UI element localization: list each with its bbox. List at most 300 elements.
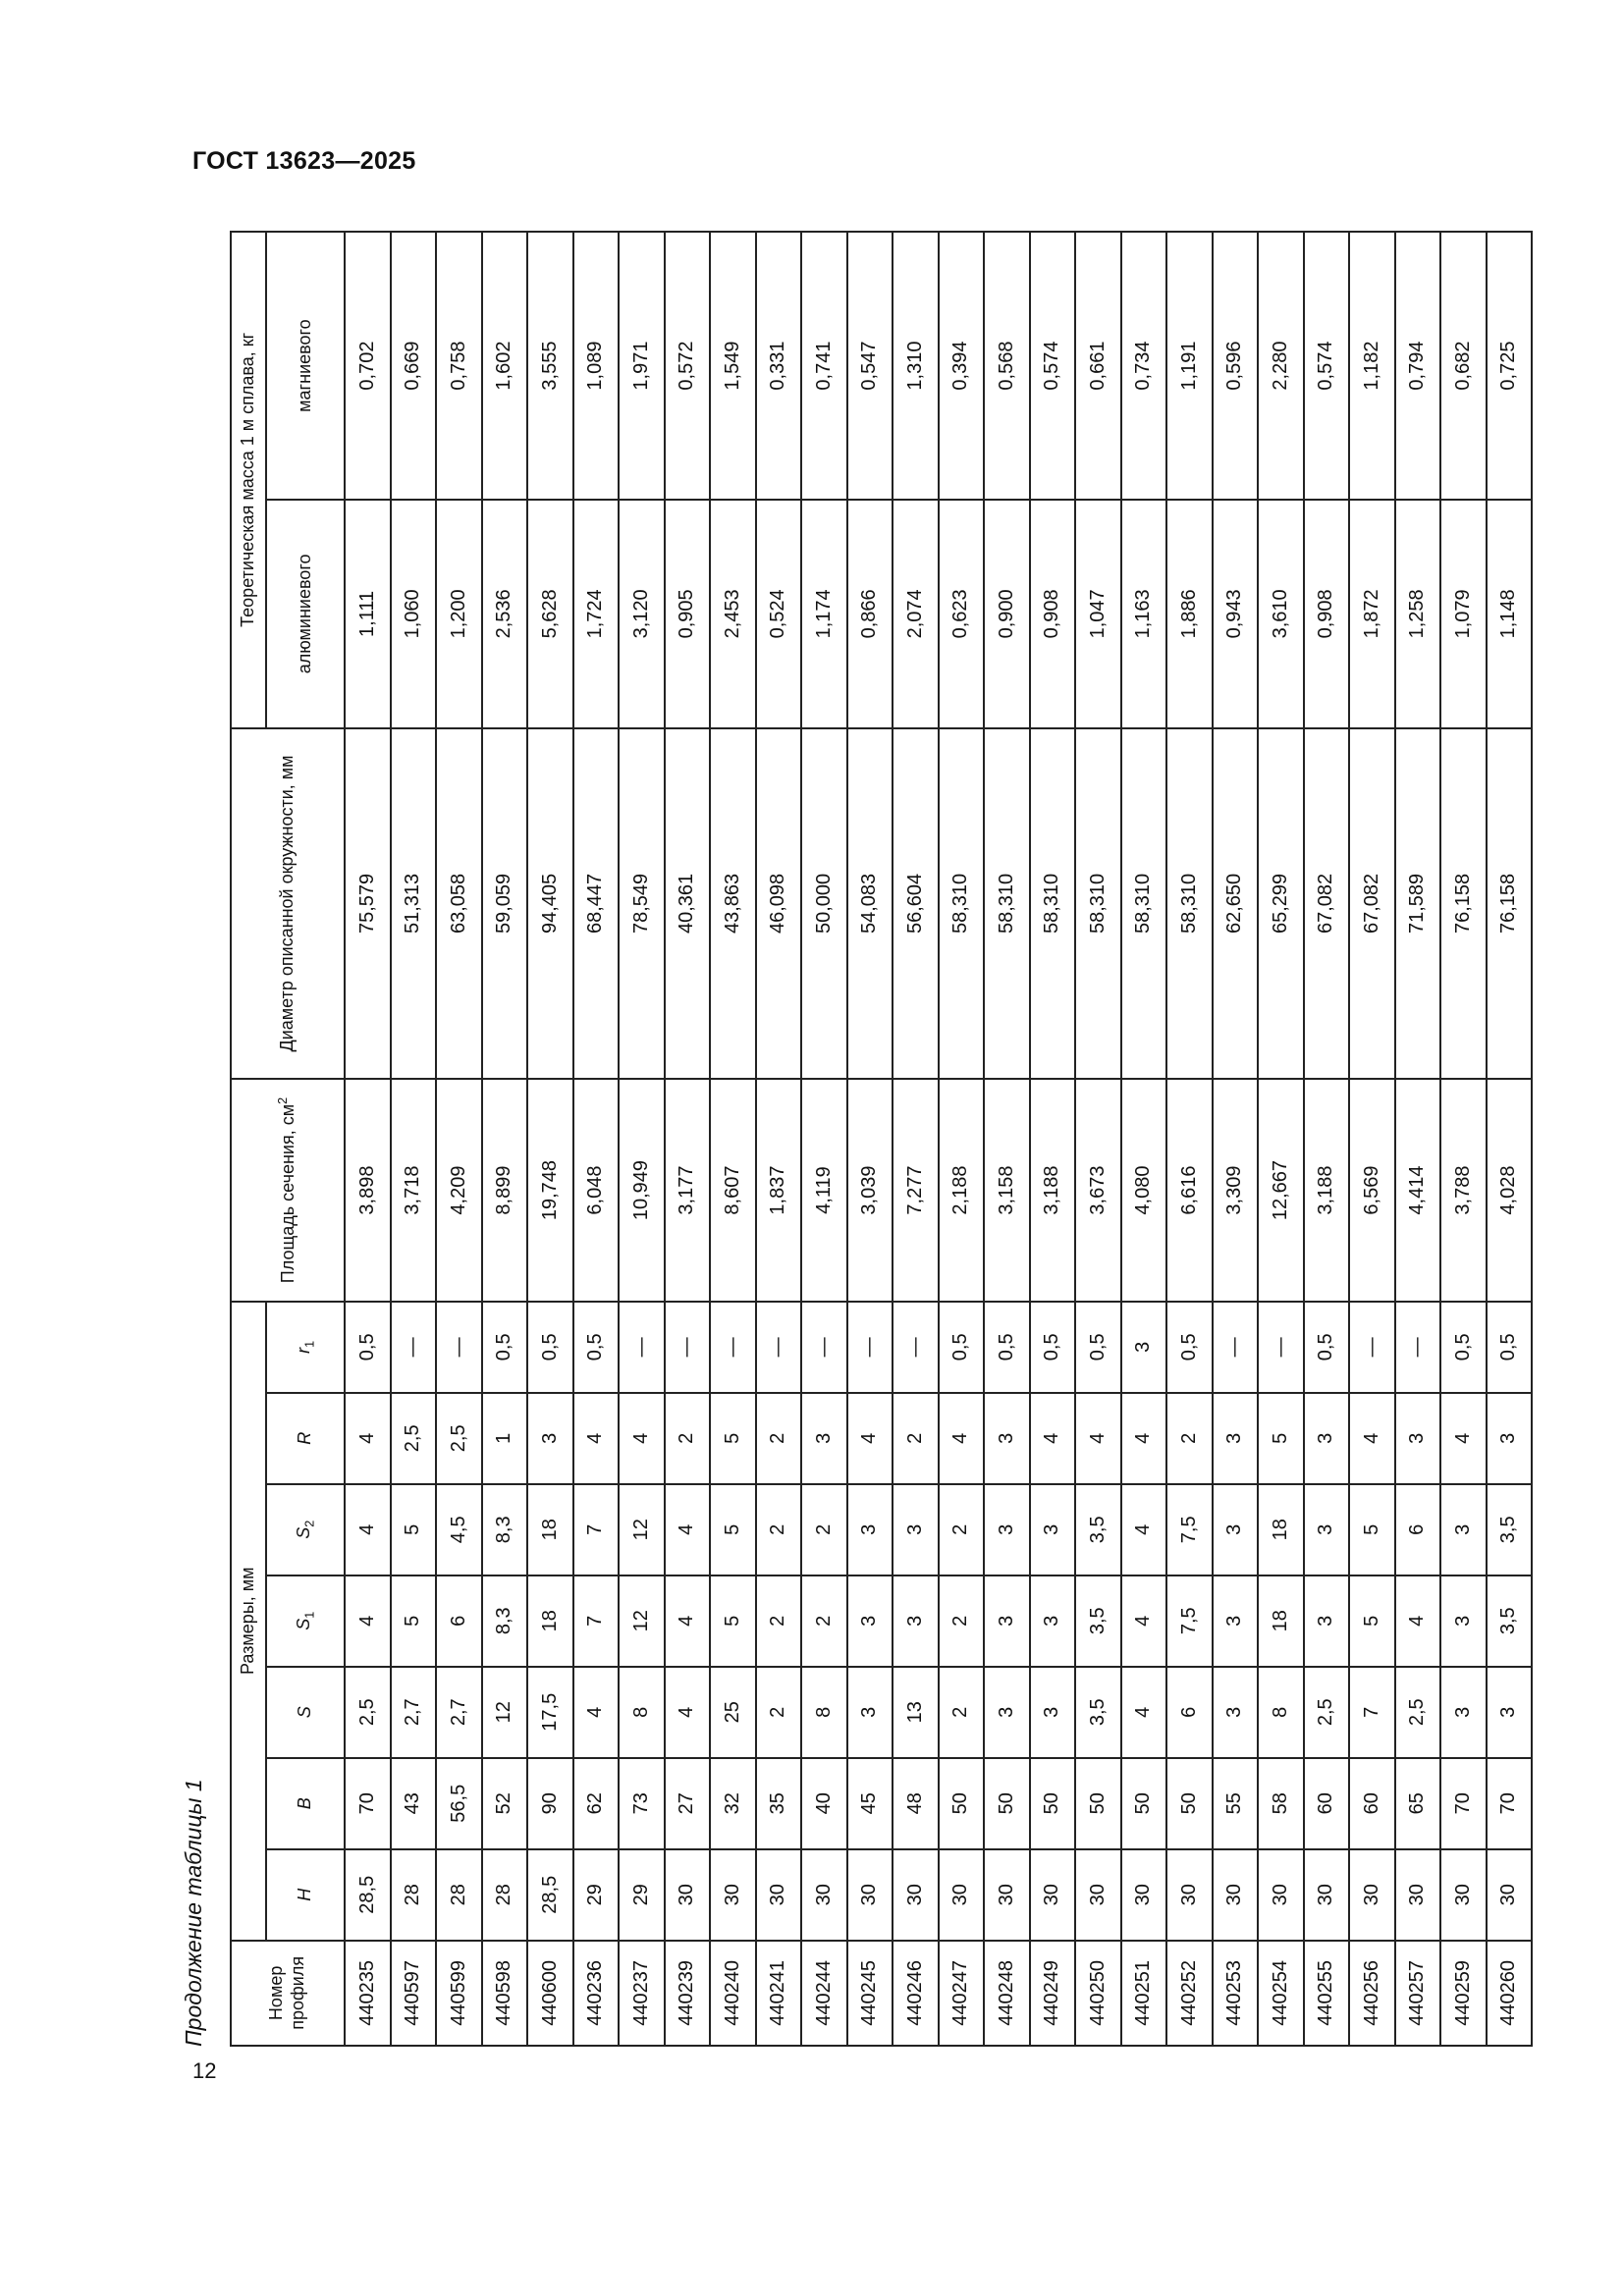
cell-mass-magnesium: 0,741 xyxy=(801,232,847,500)
cell-mass-magnesium: 0,669 xyxy=(391,232,437,500)
cell-mass-magnesium: 0,331 xyxy=(756,232,802,500)
cell-r: 3 xyxy=(984,1393,1030,1484)
cell-r1: — xyxy=(665,1302,711,1393)
cell-area: 12,667 xyxy=(1258,1079,1304,1302)
cell-diameter: 51,313 xyxy=(391,728,437,1080)
header-dimensions: Размеры, мм xyxy=(231,1302,266,1941)
cell-r1: 0,5 xyxy=(1487,1302,1533,1393)
cell-r: 2 xyxy=(1166,1393,1213,1484)
cell-r1: 0,5 xyxy=(1030,1302,1076,1393)
cell-r: 4 xyxy=(345,1393,391,1484)
cell-area: 4,414 xyxy=(1395,1079,1441,1302)
table-row xyxy=(1121,232,1167,2046)
cell-r: 2 xyxy=(756,1393,802,1484)
cell-r1: 3 xyxy=(1121,1302,1167,1393)
cell-h: 30 xyxy=(710,1849,756,1941)
cell-s1: 18 xyxy=(1258,1575,1304,1667)
cell-r: 5 xyxy=(1258,1393,1304,1484)
cell-r: 4 xyxy=(573,1393,620,1484)
cell-s2: 3 xyxy=(1213,1484,1259,1575)
cell-s: 2,7 xyxy=(391,1667,437,1758)
table-row xyxy=(482,232,528,2046)
cell-diameter: 40,361 xyxy=(665,728,711,1080)
cell-r1: — xyxy=(619,1302,665,1393)
cell-h: 30 xyxy=(1121,1849,1167,1941)
cell-area: 10,949 xyxy=(619,1079,665,1302)
cell-s1: 4 xyxy=(345,1575,391,1667)
cell-h: 30 xyxy=(1075,1849,1121,1941)
cell-profile-number: 440598 xyxy=(482,1941,528,2046)
table-body xyxy=(345,232,1532,2046)
cell-profile-number: 440235 xyxy=(345,1941,391,2046)
cell-s2: 3 xyxy=(1030,1484,1076,1575)
cell-s1: 3 xyxy=(1304,1575,1350,1667)
cell-b: 90 xyxy=(527,1758,573,1849)
cell-b: 56,5 xyxy=(436,1758,482,1849)
cell-s1: 8,3 xyxy=(482,1575,528,1667)
cell-mass-magnesium: 0,682 xyxy=(1440,232,1487,500)
cell-s: 3 xyxy=(984,1667,1030,1758)
cell-profile-number: 440246 xyxy=(893,1941,939,2046)
table-row xyxy=(756,232,802,2046)
cell-s2: 18 xyxy=(527,1484,573,1575)
header-S1 xyxy=(266,1575,345,1667)
table-row xyxy=(1395,232,1441,2046)
cell-profile-number: 440249 xyxy=(1030,1941,1076,2046)
cell-b: 65 xyxy=(1395,1758,1441,1849)
table-row xyxy=(665,232,711,2046)
cell-mass-magnesium: 0,574 xyxy=(1030,232,1076,500)
cell-profile-number: 440251 xyxy=(1121,1941,1167,2046)
cell-profile-number: 440253 xyxy=(1213,1941,1259,2046)
cell-mass-aluminum: 0,908 xyxy=(1304,500,1350,727)
table-row xyxy=(527,232,573,2046)
cell-diameter: 58,310 xyxy=(939,728,985,1080)
cell-mass-magnesium: 0,568 xyxy=(984,232,1030,500)
cell-s2: 4 xyxy=(345,1484,391,1575)
cell-mass-aluminum: 2,074 xyxy=(893,500,939,727)
cell-s1: 2 xyxy=(756,1575,802,1667)
cell-b: 40 xyxy=(801,1758,847,1849)
cell-mass-magnesium: 1,089 xyxy=(573,232,620,500)
cell-h: 30 xyxy=(1030,1849,1076,1941)
cell-diameter: 54,083 xyxy=(847,728,893,1080)
cell-r1: 0,5 xyxy=(939,1302,985,1393)
cell-r1: — xyxy=(1213,1302,1259,1393)
cell-mass-magnesium: 2,280 xyxy=(1258,232,1304,500)
cell-area: 1,837 xyxy=(756,1079,802,1302)
cell-b: 58 xyxy=(1258,1758,1304,1849)
cell-area: 3,673 xyxy=(1075,1079,1121,1302)
cell-mass-aluminum: 0,866 xyxy=(847,500,893,727)
cell-s: 3 xyxy=(1030,1667,1076,1758)
cell-s: 8 xyxy=(801,1667,847,1758)
cell-mass-magnesium: 0,758 xyxy=(436,232,482,500)
cell-h: 30 xyxy=(756,1849,802,1941)
cell-r: 3 xyxy=(527,1393,573,1484)
cell-s2: 5 xyxy=(391,1484,437,1575)
cell-mass-aluminum: 3,120 xyxy=(619,500,665,727)
cell-s1: 3 xyxy=(1440,1575,1487,1667)
header-S: S xyxy=(266,1667,345,1758)
cell-mass-magnesium: 1,549 xyxy=(710,232,756,500)
cell-b: 60 xyxy=(1349,1758,1395,1849)
standard-designation: ГОСТ 13623—2025 xyxy=(192,147,416,175)
cell-r: 3 xyxy=(1213,1393,1259,1484)
cell-s2: 3 xyxy=(984,1484,1030,1575)
cell-s: 3 xyxy=(1440,1667,1487,1758)
cell-b: 48 xyxy=(893,1758,939,1849)
cell-area: 6,569 xyxy=(1349,1079,1395,1302)
cell-b: 55 xyxy=(1213,1758,1259,1849)
cell-r: 2,5 xyxy=(436,1393,482,1484)
cell-s2: 7 xyxy=(573,1484,620,1575)
cell-diameter: 76,158 xyxy=(1487,728,1533,1080)
cell-area: 3,788 xyxy=(1440,1079,1487,1302)
header-aluminum: алюминиевого xyxy=(266,500,345,727)
cell-mass-magnesium: 1,971 xyxy=(619,232,665,500)
cell-r: 4 xyxy=(1075,1393,1121,1484)
cell-s: 2,5 xyxy=(1304,1667,1350,1758)
cell-s2: 3 xyxy=(893,1484,939,1575)
cell-s: 4 xyxy=(573,1667,620,1758)
cell-s2: 3,5 xyxy=(1075,1484,1121,1575)
cell-r: 3 xyxy=(1304,1393,1350,1484)
cell-mass-magnesium: 0,725 xyxy=(1487,232,1533,500)
cell-r1: 0,5 xyxy=(1440,1302,1487,1393)
cell-s: 4 xyxy=(1121,1667,1167,1758)
cell-b: 43 xyxy=(391,1758,437,1849)
cell-s2: 7,5 xyxy=(1166,1484,1213,1575)
table-row xyxy=(1258,232,1304,2046)
cell-diameter: 71,589 xyxy=(1395,728,1441,1080)
cell-mass-aluminum: 2,453 xyxy=(710,500,756,727)
cell-s: 25 xyxy=(710,1667,756,1758)
cell-profile-number: 440252 xyxy=(1166,1941,1213,2046)
header-section-area-sup: 2 xyxy=(276,1096,291,1104)
table-row xyxy=(893,232,939,2046)
cell-mass-magnesium: 0,661 xyxy=(1075,232,1121,500)
cell-area: 8,607 xyxy=(710,1079,756,1302)
cell-mass-aluminum: 0,943 xyxy=(1213,500,1259,727)
cell-s1: 3 xyxy=(1030,1575,1076,1667)
cell-profile-number: 440240 xyxy=(710,1941,756,2046)
cell-s: 6 xyxy=(1166,1667,1213,1758)
cell-b: 50 xyxy=(1121,1758,1167,1849)
cell-diameter: 43,863 xyxy=(710,728,756,1080)
header-r1-sub: 1 xyxy=(302,1340,317,1348)
cell-mass-aluminum: 1,886 xyxy=(1166,500,1213,727)
cell-b: 32 xyxy=(710,1758,756,1849)
cell-h: 29 xyxy=(573,1849,620,1941)
cell-h: 30 xyxy=(665,1849,711,1941)
table-row xyxy=(710,232,756,2046)
cell-diameter: 63,058 xyxy=(436,728,482,1080)
cell-s1: 5 xyxy=(391,1575,437,1667)
cell-s2: 3 xyxy=(1440,1484,1487,1575)
header-section-area-text: Площадь сечения, см xyxy=(278,1103,298,1284)
cell-mass-aluminum: 1,258 xyxy=(1395,500,1441,727)
cell-s: 2,5 xyxy=(1395,1667,1441,1758)
cell-profile-number: 440255 xyxy=(1304,1941,1350,2046)
cell-profile-number: 440239 xyxy=(665,1941,711,2046)
cell-h: 30 xyxy=(801,1849,847,1941)
cell-profile-number: 440597 xyxy=(391,1941,437,2046)
cell-s1: 3 xyxy=(1213,1575,1259,1667)
cell-r1: — xyxy=(436,1302,482,1393)
cell-h: 30 xyxy=(1258,1849,1304,1941)
cell-r: 3 xyxy=(1395,1393,1441,1484)
cell-s1: 5 xyxy=(710,1575,756,1667)
cell-diameter: 50,000 xyxy=(801,728,847,1080)
cell-mass-aluminum: 3,610 xyxy=(1258,500,1304,727)
table-row xyxy=(345,232,391,2046)
cell-s: 7 xyxy=(1349,1667,1395,1758)
cell-s2: 5 xyxy=(1349,1484,1395,1575)
header-B: B xyxy=(266,1758,345,1849)
cell-profile-number: 440244 xyxy=(801,1941,847,2046)
cell-b: 50 xyxy=(1166,1758,1213,1849)
cell-b: 50 xyxy=(984,1758,1030,1849)
cell-mass-aluminum: 0,900 xyxy=(984,500,1030,727)
cell-s1: 18 xyxy=(527,1575,573,1667)
cell-profile-number: 440600 xyxy=(527,1941,573,2046)
cell-profile-number: 440599 xyxy=(436,1941,482,2046)
cell-mass-magnesium: 0,547 xyxy=(847,232,893,500)
cell-r1: 0,5 xyxy=(1304,1302,1350,1393)
cell-s1: 7 xyxy=(573,1575,620,1667)
cell-mass-aluminum: 1,174 xyxy=(801,500,847,727)
cell-h: 28,5 xyxy=(527,1849,573,1941)
cell-profile-number: 440254 xyxy=(1258,1941,1304,2046)
cell-h: 30 xyxy=(1487,1849,1533,1941)
cell-s2: 12 xyxy=(619,1484,665,1575)
cell-s2: 4 xyxy=(1121,1484,1167,1575)
cell-s2: 4,5 xyxy=(436,1484,482,1575)
header-R: R xyxy=(266,1393,345,1484)
header-circumscribed-diameter: Диаметр описанной окружности, мм xyxy=(231,728,345,1080)
cell-mass-magnesium: 1,182 xyxy=(1349,232,1395,500)
cell-s: 2 xyxy=(756,1667,802,1758)
cell-profile-number: 440237 xyxy=(619,1941,665,2046)
profile-table xyxy=(230,231,1533,2047)
cell-mass-aluminum: 1,060 xyxy=(391,500,437,727)
table-row xyxy=(1166,232,1213,2046)
header-theoretical-mass: Теоретическая масса 1 м сплава, кг xyxy=(231,232,266,728)
cell-profile-number: 440247 xyxy=(939,1941,985,2046)
cell-b: 50 xyxy=(939,1758,985,1849)
cell-mass-magnesium: 1,602 xyxy=(482,232,528,500)
cell-diameter: 56,604 xyxy=(893,728,939,1080)
cell-s: 12 xyxy=(482,1667,528,1758)
cell-r1: — xyxy=(1395,1302,1441,1393)
cell-s1: 3 xyxy=(847,1575,893,1667)
cell-mass-aluminum: 0,524 xyxy=(756,500,802,727)
table-row xyxy=(984,232,1030,2046)
cell-profile-number: 440241 xyxy=(756,1941,802,2046)
cell-r: 4 xyxy=(1440,1393,1487,1484)
table-row xyxy=(1440,232,1487,2046)
cell-s2: 2 xyxy=(756,1484,802,1575)
cell-mass-aluminum: 1,163 xyxy=(1121,500,1167,727)
header-magnesium: магниевого xyxy=(266,232,345,500)
header-r1-base: r xyxy=(293,1347,313,1354)
cell-s2: 2 xyxy=(801,1484,847,1575)
cell-r: 1 xyxy=(482,1393,528,1484)
cell-area: 8,899 xyxy=(482,1079,528,1302)
cell-area: 3,158 xyxy=(984,1079,1030,1302)
cell-area: 3,039 xyxy=(847,1079,893,1302)
table-row xyxy=(573,232,620,2046)
cell-diameter: 58,310 xyxy=(1121,728,1167,1080)
table-row xyxy=(391,232,437,2046)
cell-r1: — xyxy=(710,1302,756,1393)
cell-mass-aluminum: 1,047 xyxy=(1075,500,1121,727)
cell-r: 2,5 xyxy=(391,1393,437,1484)
cell-s1: 6 xyxy=(436,1575,482,1667)
cell-h: 30 xyxy=(847,1849,893,1941)
cell-r: 2 xyxy=(665,1393,711,1484)
cell-h: 30 xyxy=(939,1849,985,1941)
cell-mass-aluminum: 1,148 xyxy=(1487,500,1533,727)
table-row xyxy=(1487,232,1533,2046)
cell-r: 4 xyxy=(1030,1393,1076,1484)
header-r1 xyxy=(266,1302,345,1393)
cell-s: 2,5 xyxy=(345,1667,391,1758)
cell-mass-aluminum: 1,724 xyxy=(573,500,620,727)
cell-diameter: 58,310 xyxy=(1166,728,1213,1080)
cell-mass-aluminum: 0,905 xyxy=(665,500,711,727)
cell-mass-magnesium: 1,310 xyxy=(893,232,939,500)
cell-s1: 3 xyxy=(893,1575,939,1667)
cell-area: 3,188 xyxy=(1030,1079,1076,1302)
cell-s: 8 xyxy=(619,1667,665,1758)
cell-r: 4 xyxy=(1349,1393,1395,1484)
cell-b: 50 xyxy=(1075,1758,1121,1849)
cell-r1: — xyxy=(1349,1302,1395,1393)
cell-profile-number: 440260 xyxy=(1487,1941,1533,2046)
cell-b: 62 xyxy=(573,1758,620,1849)
cell-diameter: 62,650 xyxy=(1213,728,1259,1080)
cell-area: 3,188 xyxy=(1304,1079,1350,1302)
cell-h: 30 xyxy=(1213,1849,1259,1941)
cell-h: 28,5 xyxy=(345,1849,391,1941)
cell-r: 5 xyxy=(710,1393,756,1484)
cell-diameter: 68,447 xyxy=(573,728,620,1080)
cell-profile-number: 440248 xyxy=(984,1941,1030,2046)
cell-s2: 3 xyxy=(1304,1484,1350,1575)
cell-s1: 5 xyxy=(1349,1575,1395,1667)
cell-s1: 4 xyxy=(1395,1575,1441,1667)
cell-b: 70 xyxy=(345,1758,391,1849)
cell-mass-magnesium: 0,702 xyxy=(345,232,391,500)
cell-b: 52 xyxy=(482,1758,528,1849)
cell-diameter: 65,299 xyxy=(1258,728,1304,1080)
cell-r1: 0,5 xyxy=(345,1302,391,1393)
cell-r1: 0,5 xyxy=(527,1302,573,1393)
header-S1-base: S xyxy=(293,1618,313,1630)
cell-s: 4 xyxy=(665,1667,711,1758)
cell-s: 2 xyxy=(939,1667,985,1758)
header-H: H xyxy=(266,1849,345,1941)
cell-area: 6,048 xyxy=(573,1079,620,1302)
cell-area: 4,080 xyxy=(1121,1079,1167,1302)
cell-b: 70 xyxy=(1487,1758,1533,1849)
cell-mass-aluminum: 0,623 xyxy=(939,500,985,727)
cell-b: 45 xyxy=(847,1758,893,1849)
cell-area: 2,188 xyxy=(939,1079,985,1302)
cell-r: 3 xyxy=(801,1393,847,1484)
cell-diameter: 58,310 xyxy=(1030,728,1076,1080)
cell-diameter: 59,059 xyxy=(482,728,528,1080)
cell-s: 2,7 xyxy=(436,1667,482,1758)
header-section-area xyxy=(231,1079,345,1302)
cell-mass-magnesium: 0,734 xyxy=(1121,232,1167,500)
cell-area: 6,616 xyxy=(1166,1079,1213,1302)
cell-r1: 0,5 xyxy=(573,1302,620,1393)
cell-r: 4 xyxy=(939,1393,985,1484)
cell-mass-magnesium: 0,394 xyxy=(939,232,985,500)
header-S1-sub: 1 xyxy=(302,1611,317,1619)
table-row xyxy=(939,232,985,2046)
cell-diameter: 58,310 xyxy=(984,728,1030,1080)
cell-s2: 5 xyxy=(710,1484,756,1575)
cell-mass-magnesium: 0,574 xyxy=(1304,232,1350,500)
cell-mass-magnesium: 3,555 xyxy=(527,232,573,500)
cell-r: 3 xyxy=(1487,1393,1533,1484)
cell-h: 30 xyxy=(1440,1849,1487,1941)
cell-s2: 8,3 xyxy=(482,1484,528,1575)
cell-s1: 3 xyxy=(984,1575,1030,1667)
cell-b: 60 xyxy=(1304,1758,1350,1849)
cell-s2: 18 xyxy=(1258,1484,1304,1575)
cell-mass-aluminum: 0,908 xyxy=(1030,500,1076,727)
cell-s: 3 xyxy=(847,1667,893,1758)
rotated-table-block xyxy=(181,231,1520,2047)
cell-mass-aluminum: 1,872 xyxy=(1349,500,1395,727)
cell-area: 4,119 xyxy=(801,1079,847,1302)
cell-h: 30 xyxy=(1304,1849,1350,1941)
cell-mass-magnesium: 1,191 xyxy=(1166,232,1213,500)
cell-s2: 6 xyxy=(1395,1484,1441,1575)
cell-s1: 2 xyxy=(801,1575,847,1667)
cell-diameter: 58,310 xyxy=(1075,728,1121,1080)
cell-h: 30 xyxy=(1395,1849,1441,1941)
cell-area: 4,028 xyxy=(1487,1079,1533,1302)
page-number: 12 xyxy=(192,2058,217,2083)
cell-b: 35 xyxy=(756,1758,802,1849)
cell-h: 30 xyxy=(1349,1849,1395,1941)
table-row xyxy=(801,232,847,2046)
cell-s: 3,5 xyxy=(1075,1667,1121,1758)
cell-b: 70 xyxy=(1440,1758,1487,1849)
cell-area: 7,277 xyxy=(893,1079,939,1302)
cell-s1: 3,5 xyxy=(1487,1575,1533,1667)
cell-r1: — xyxy=(847,1302,893,1393)
cell-h: 28 xyxy=(436,1849,482,1941)
table-row xyxy=(1349,232,1395,2046)
cell-b: 73 xyxy=(619,1758,665,1849)
cell-h: 29 xyxy=(619,1849,665,1941)
cell-mass-aluminum: 1,079 xyxy=(1440,500,1487,727)
cell-r: 4 xyxy=(847,1393,893,1484)
cell-h: 28 xyxy=(482,1849,528,1941)
cell-mass-aluminum: 1,111 xyxy=(345,500,391,727)
cell-s2: 3 xyxy=(847,1484,893,1575)
cell-diameter: 78,549 xyxy=(619,728,665,1080)
cell-profile-number: 440259 xyxy=(1440,1941,1487,2046)
table-caption: Продолжение таблицы 1 xyxy=(181,1779,206,2047)
